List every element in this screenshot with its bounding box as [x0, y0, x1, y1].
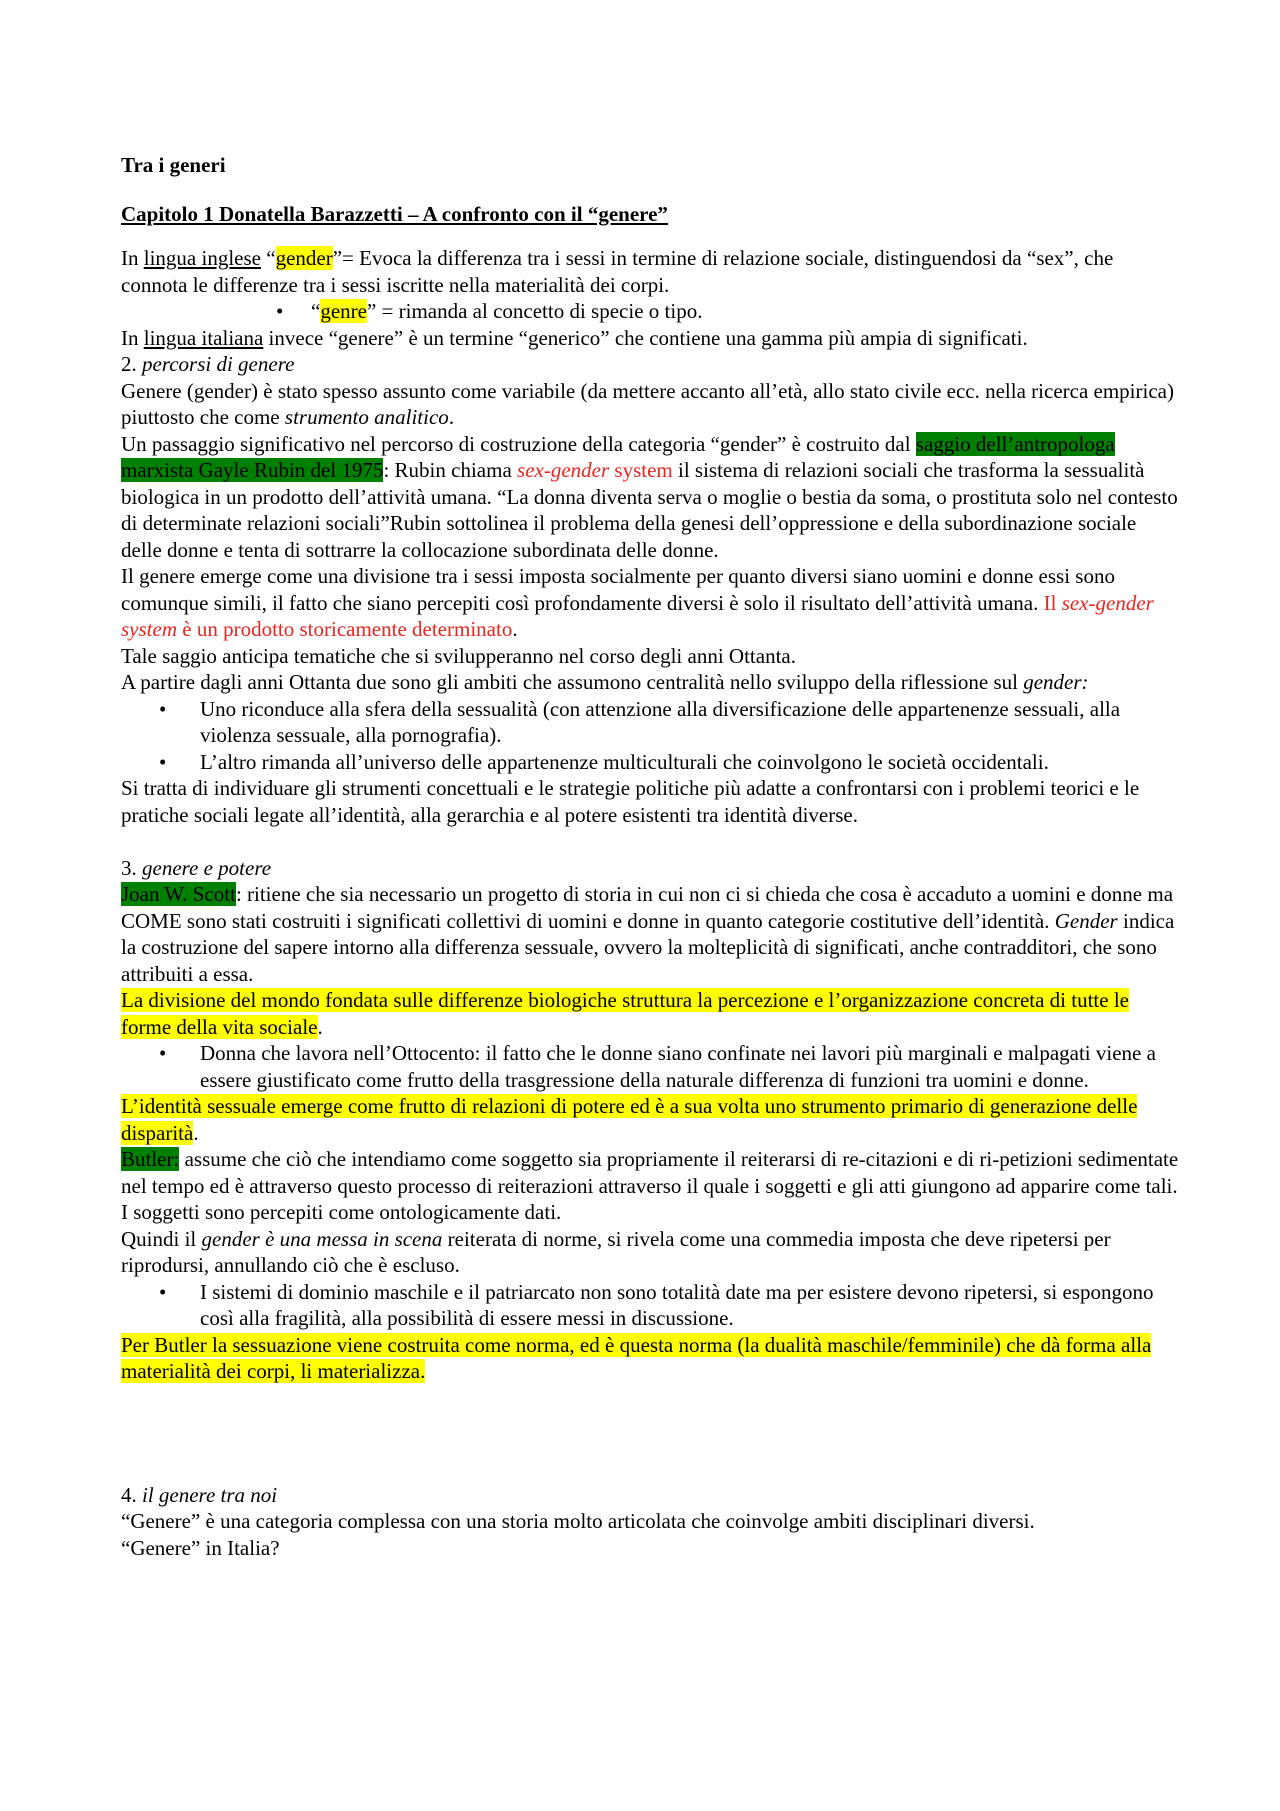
highlight-genre: genre: [320, 299, 367, 323]
text: ” = rimanda al concetto di specie o tipo.: [366, 299, 703, 323]
italic-text: Gender: [1054, 908, 1118, 933]
text: invece “genere” è un termine “generico” che contiene una gamma più ampia di significati.: [263, 325, 1028, 350]
text: “: [260, 246, 276, 270]
text: .: [317, 1014, 323, 1039]
paragraph: [121, 563, 1181, 643]
highlight-gender: gender: [275, 246, 333, 270]
bullet-icon: •: [276, 299, 284, 323]
section-heading: [121, 1482, 1181, 1509]
red-italic-text: sex-gender: [517, 458, 610, 482]
bullet-item: [121, 749, 1181, 776]
italic-text: gender è una messa in scena: [201, 1226, 443, 1251]
bullet-item: [121, 1279, 1181, 1332]
text: ”= Evoca la differenza tra i sessi in termine di relazione sociale, distinguendosi da “sex”, che connota le differenze tra i sessi iscritte nella materialità dei corpi.: [121, 246, 1114, 297]
bullet-text: Uno riconduce alla sfera della sessualità (con attenzione alla diversificazione delle appartenenze sessuali, alla violenza sessuale, alla pornografia).: [200, 696, 1121, 747]
bullet-text: L’altro rimanda all’universo delle appartenenze multiculturali che coinvolgono le società occidentali.: [200, 749, 1049, 774]
highlight-green: saggio dell’antropologa marxista Gayle Rubin del 1975: [121, 431, 1115, 482]
intro-paragraph: [121, 245, 1181, 298]
paragraph: [121, 431, 1181, 564]
section-title: il genere tra noi: [142, 1482, 278, 1507]
text: reiterata di norme, si rivela come una commedia imposta che deve ripetersi per riprodursi, annullando ciò che è escluso.: [121, 1226, 1111, 1277]
paragraph: Tale saggio anticipa tematiche che si svilupperanno nel corso degli anni Ottanta.: [121, 643, 796, 668]
bullet-item: [121, 1040, 1181, 1093]
paragraph: [121, 987, 1181, 1040]
bullet-text: Donna che lavora nell’Ottocento: il fatto che le donne siano confinate nei lavori più marginali e malpagati viene a essere giustificato come frutto della trasgressione della naturale differenza di funzioni tra uomini e donne.: [200, 1041, 1156, 1092]
chapter-title: Capitolo 1 Donatella Barazzetti – A confronto con il “genere”: [121, 202, 668, 226]
text: assume che ciò che intendiamo come soggetto sia propriamente il reiterarsi di re-citazioni e di ri-petizioni sedimentate nel tempo ed è attraverso questo processo di reiterazioni attraverso il quale i soggetti e gli atti giungono ad apparire come tali. I soggetti sono percepiti come ontologicamente dati.: [121, 1147, 1179, 1224]
text: il sistema di relazioni sociali che trasforma la sessualità biologica in un prodotto dell’attività umana. “La donna diventa serva o moglie o bestia da soma, o prostituta solo nel contesto di determinate relazioni sociali”Rubin sottolinea il problema della genesi dell’oppressione e della subordinazione sociale delle donne e tenta di sottrarre la collocazione subordinata delle donne.: [121, 458, 1178, 562]
underlined-term: lingua italiana: [143, 325, 264, 350]
text: : ritiene che sia necessario un progetto di storia in cui non ci si chieda che cosa è accaduto a uomini e donne ma COME sono stati costruiti i significati collettivi di uomini e donne in quanto categorie costitutive dell’identità.: [121, 882, 1174, 933]
highlight-green: Butler:: [121, 1147, 180, 1171]
spacer: [121, 1385, 1181, 1482]
bullet-icon: •: [159, 1279, 167, 1304]
text: .: [448, 405, 455, 429]
red-text: è un prodotto storicamente determinato: [177, 617, 513, 641]
intro-paragraph: [121, 325, 1181, 352]
document-body: [121, 245, 1181, 1561]
section-heading: [121, 855, 1181, 882]
bullet-item: [121, 696, 1181, 749]
bullet-icon: •: [159, 696, 167, 721]
text: .: [193, 1120, 199, 1145]
paragraph: “Genere” in Italia?: [121, 1535, 280, 1560]
paragraph: [121, 1332, 1181, 1385]
bullet-icon: •: [159, 1041, 167, 1065]
text: In: [121, 325, 144, 350]
red-text: Il: [1043, 590, 1062, 615]
paragraph: [121, 1146, 1181, 1226]
text: Genere (gender) è stato spesso assunto come variabile (da mettere accanto all’età, allo stato civile ecc. nella ricerca empirica) piuttosto che come: [121, 378, 1174, 429]
text: Quindi il: [121, 1226, 202, 1251]
paragraph: Si tratta di individuare gli strumenti concettuali e le strategie politiche più adatte a confrontarsi con i problemi teorici e le pratiche sociali legate all’identità, alla gerarchia e al potere esistenti tra identità diverse.: [121, 776, 1140, 827]
text: : Rubin chiama: [383, 458, 518, 482]
red-text: system: [609, 458, 673, 482]
red-italic-text: sex-gender system: [121, 590, 1154, 641]
highlight-green: Joan W. Scott: [121, 882, 236, 906]
section-heading: [121, 351, 1181, 378]
text: Un passaggio significativo nel percorso di costruzione della categoria “gender” è costruito dal: [121, 431, 916, 456]
underlined-term: lingua inglese: [143, 246, 261, 270]
highlight-yellow: Per Butler la sessuazione viene costruita come norma, ed è questa norma (la dualità maschile/femminile) che dà forma alla materialità dei corpi, li materializza.: [121, 1332, 1152, 1383]
paragraph: [121, 1226, 1181, 1279]
spacer: [121, 828, 1181, 855]
text: A partire dagli anni Ottanta due sono gli ambiti che assumono centralità nello sviluppo della riflessione sul: [121, 670, 1024, 694]
section-number: 4.: [121, 1482, 142, 1507]
paragraph: [121, 881, 1181, 987]
paragraph: [121, 378, 1181, 431]
document-title: Tra i generi: [121, 153, 226, 177]
section-number: 2.: [121, 352, 142, 376]
paragraph: [121, 669, 1181, 696]
text: indica la costruzione del sapere intorno alla differenza sessuale, ovvero la molteplicità di significati, anche contradditori, che sono attribuiti a essa.: [121, 908, 1175, 986]
section-title: percorsi di genere: [142, 352, 295, 376]
text: In: [121, 246, 144, 270]
paragraph: “Genere” è una categoria complessa con una storia molto articolata che coinvolge ambiti disciplinari diversi.: [121, 1509, 1035, 1533]
text: .: [512, 617, 518, 641]
highlight-yellow: La divisione del mondo fondata sulle differenze biologiche struttura la percezione e l’organizzazione concreta di tutte le forme della vita sociale: [121, 988, 1129, 1039]
paragraph: [121, 1093, 1181, 1146]
section-title: genere e potere: [142, 855, 272, 880]
highlight-yellow: L’identità sessuale emerge come frutto di relazioni di potere ed è a sua volta uno strumento primario di generazione delle disparità: [121, 1094, 1138, 1145]
bullet-text: I sistemi di dominio maschile e il patriarcato non sono totalità date ma per esistere devono ripetersi, si espongono così alla fragilità, alla possibilità di essere messi in discussione.: [200, 1279, 1154, 1330]
italic-text: gender:: [1023, 670, 1089, 694]
text: Il genere emerge come una divisione tra i sessi imposta socialmente per quanto diversi siano uomini e donne essi sono comunque simili, il fatto che siano percepiti così profondamente diversi è solo il risultato dell’attività umana.: [121, 564, 1115, 615]
bullet-item: [121, 298, 1181, 325]
section-number: 3.: [121, 855, 142, 880]
italic-text: strumento analitico: [284, 405, 449, 429]
bullet-icon: •: [159, 749, 167, 774]
text: “: [311, 299, 321, 323]
